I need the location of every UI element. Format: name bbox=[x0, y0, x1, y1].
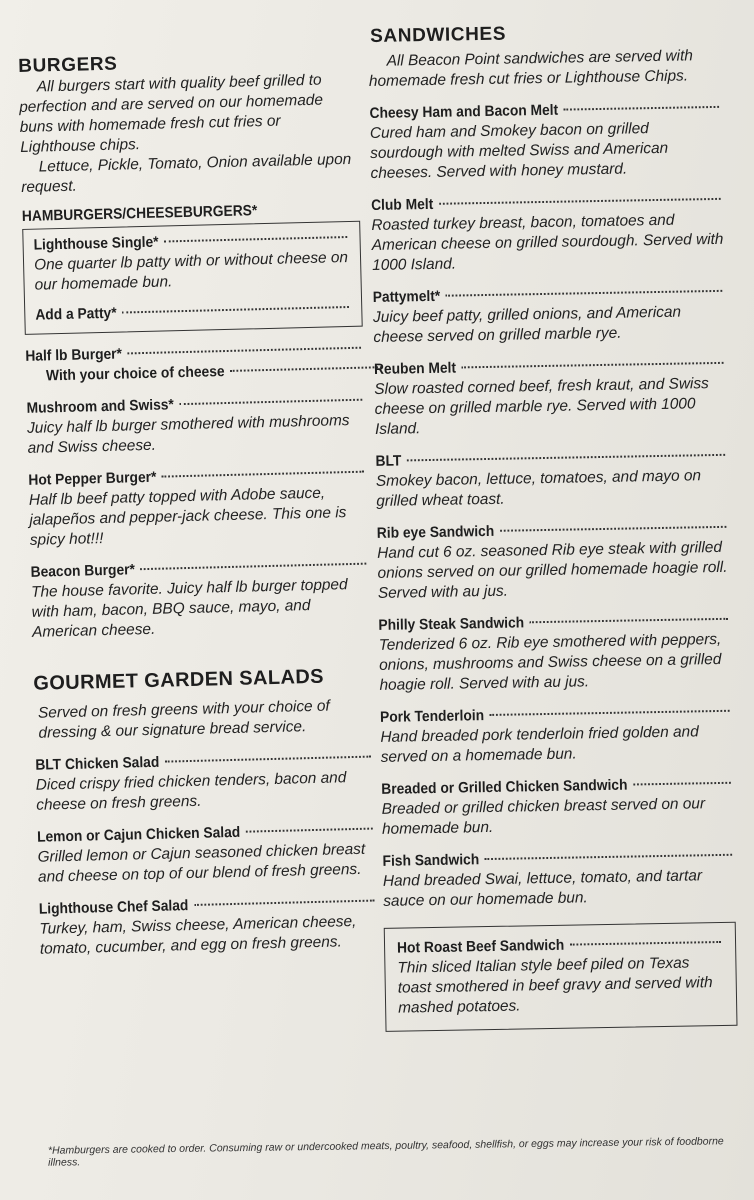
item-name-text: Beacon Burger* bbox=[30, 561, 136, 581]
item-name-text: BLT Chicken Salad bbox=[35, 753, 160, 774]
menu-item bbox=[30, 555, 370, 643]
menu-item-desc: Thin sliced Italian style beef piled on Texas toast smothered in beef gravy and served with mashed potatoes. bbox=[397, 954, 713, 1017]
dot-leader bbox=[500, 526, 727, 532]
item-name-text: Hot Roast Beef Sandwich bbox=[396, 936, 565, 957]
dot-leader bbox=[530, 618, 729, 623]
dot-leader bbox=[564, 106, 720, 111]
menu-item-desc: Smokey bacon, lettuce, tomatoes, and mayo on grilled wheat toast. bbox=[375, 467, 702, 510]
dot-leader bbox=[140, 563, 366, 571]
menu-item bbox=[374, 354, 727, 440]
dot-leader bbox=[179, 399, 362, 405]
right-column bbox=[368, 20, 738, 1032]
item-name-text: Cheesy Ham and Bacon Melt bbox=[369, 101, 559, 122]
menu-item bbox=[382, 846, 735, 912]
item-name-text: Breaded or Grilled Chicken Sandwich bbox=[381, 776, 628, 798]
dot-leader bbox=[485, 854, 733, 860]
menu-item-desc: Diced crispy fried chicken tenders, bacon and cheese on fresh greens. bbox=[35, 769, 347, 814]
dot-leader bbox=[490, 710, 730, 716]
item-name-text: Reuben Melt bbox=[373, 359, 457, 378]
menu-item-desc: Grilled lemon or Cajun seasoned chicken breast and cheese on top of our blend of fresh greens. bbox=[37, 840, 366, 886]
item-name-text: Club Melt bbox=[370, 195, 434, 214]
sandwiches-title: SANDWICHES bbox=[369, 23, 507, 47]
menu-item bbox=[37, 820, 376, 888]
salads-intro: Served on fresh greens with your choice of dressing & our signature bread service. bbox=[37, 697, 330, 742]
dot-leader bbox=[230, 366, 382, 372]
menu-item-desc: Roasted turkey breast, bacon, tomatoes and American cheese on grilled sourdough. Served with 1000 Island. bbox=[371, 211, 724, 274]
item-name-text: Lighthouse Single* bbox=[33, 233, 159, 254]
dot-leader bbox=[633, 782, 731, 786]
item-name-text: BLT bbox=[375, 452, 402, 470]
item-name-text: Rib eye Sandwich bbox=[376, 522, 495, 542]
hot-roast-beef-box bbox=[384, 922, 738, 1032]
salads-title: GOURMET GARDEN SALADS bbox=[33, 665, 325, 695]
burgers-intro: All burgers start with quality beef grilled to perfection and are served on our homemade buns with homemade fresh cut fries or Lighthouse chips. bbox=[19, 71, 324, 156]
menu-item-desc: Turkey, ham, Swiss cheese, American cheese, tomato, cucumber, and egg on fresh greens. bbox=[39, 912, 357, 958]
salad-items bbox=[35, 748, 378, 960]
menu-item-desc: Breaded or grilled chicken breast served on our homemade bun. bbox=[381, 795, 706, 838]
dot-leader bbox=[446, 290, 723, 297]
burgers-title: BURGERS bbox=[18, 53, 118, 77]
item-name-text: Half lb Burger* bbox=[25, 345, 123, 365]
menu-item-desc: The house favorite. Juicy half lb burger topped with ham, bacon, BBQ sauce, mayo, and American cheese. bbox=[30, 576, 348, 641]
burgers-toppings: Lettuce, Pickle, Tomato, Onion available upon request. bbox=[21, 150, 352, 196]
item-name-text: Pattymelt* bbox=[372, 287, 441, 306]
sandwiches-intro: All Beacon Point sandwiches are served with homemade fresh cut fries or Lighthouse Chips. bbox=[368, 47, 693, 90]
item-name-text: Philly Steak Sandwich bbox=[378, 614, 525, 634]
item-name-text: Add a Patty* bbox=[35, 304, 117, 324]
dot-leader bbox=[570, 941, 721, 946]
dot-leader bbox=[246, 828, 373, 833]
menu-item bbox=[371, 190, 724, 276]
dot-leader bbox=[164, 236, 347, 242]
menu-item bbox=[377, 518, 730, 604]
item-name-text: Pork Tenderloin bbox=[379, 707, 485, 726]
item-name-text: Hot Pepper Burger* bbox=[28, 468, 157, 489]
dot-leader bbox=[127, 347, 361, 355]
dot-leader bbox=[162, 471, 364, 478]
menu-item-desc: Half lb beef patty topped with Adobe sauce, jalapeños and pepper-jack cheese. This one is spicy hot!!! bbox=[28, 484, 347, 549]
burger-items bbox=[26, 391, 370, 643]
menu-item bbox=[381, 774, 734, 840]
item-name-text: Mushroom and Swiss* bbox=[26, 396, 175, 417]
menu-item-desc: One quarter lb patty with or without cheese on our homemade bun. bbox=[33, 248, 349, 294]
menu-item-desc: Hand cut 6 oz. seasoned Rib eye steak with grilled onions served on our grilled homemade hoagie roll. Served with au jus. bbox=[377, 538, 728, 602]
menu-item bbox=[35, 748, 374, 816]
item-name-text: With your choice of cheese bbox=[45, 363, 225, 385]
dot-leader bbox=[439, 198, 721, 205]
dot-leader bbox=[407, 454, 725, 462]
menu-item bbox=[375, 446, 728, 512]
item-name-text: Lemon or Cajun Chicken Salad bbox=[36, 823, 241, 846]
menu-item-desc: Hand breaded pork tenderloin fried golden and served on a homemade bun. bbox=[380, 723, 699, 766]
footnote: *Hamburgers are cooked to order. Consuming raw or undercooked meats, poultry, seafood, shellfish, or eggs may increase your risk of foodborne illness. bbox=[47, 1135, 724, 1169]
menu-item-desc: Cured ham and Smokey bacon on grilled sourdough with melted Swiss and American cheeses. Served with honey mustard. bbox=[369, 120, 669, 182]
item-name-text: Lighthouse Chef Salad bbox=[38, 897, 189, 918]
dot-leader bbox=[462, 362, 724, 369]
dot-leader bbox=[165, 756, 371, 763]
sandwich-items bbox=[369, 98, 735, 912]
menu-item bbox=[373, 282, 726, 348]
menu-item bbox=[39, 891, 378, 959]
left-column bbox=[18, 48, 378, 960]
menu-item-desc: Juicy half lb burger smothered with mushrooms and Swiss cheese. bbox=[26, 412, 350, 457]
lighthouse-single-box bbox=[22, 221, 362, 335]
menu-item-desc: Slow roasted corned beef, fresh kraut, and Swiss cheese on grilled marble rye. Served with 1000 Island. bbox=[374, 375, 709, 438]
menu-item-desc: Hand breaded Swai, lettuce, tomato, and tartar sauce on our homemade bun. bbox=[382, 867, 703, 910]
menu-item bbox=[28, 463, 368, 551]
dot-leader bbox=[194, 900, 375, 906]
dot-leader bbox=[122, 306, 349, 314]
menu-item bbox=[26, 391, 365, 459]
menu-item-desc: Tenderized 6 oz. Rib eye smothered with peppers, onions, mushrooms and Swiss cheese on a grilled hoagie roll. Served with au jus. bbox=[378, 630, 722, 694]
menu-item bbox=[380, 702, 733, 768]
item-name-text: Fish Sandwich bbox=[382, 851, 480, 870]
menu-item bbox=[25, 339, 364, 387]
menu-item bbox=[378, 610, 731, 696]
menu-item-name bbox=[35, 298, 349, 326]
menu-item-desc: Juicy beef patty, grilled onions, and American cheese served on grilled marble rye. bbox=[372, 303, 682, 346]
menu-item bbox=[369, 98, 722, 184]
hamburgers-subheading: HAMBURGERS/CHEESEBURGERS* bbox=[21, 202, 258, 225]
